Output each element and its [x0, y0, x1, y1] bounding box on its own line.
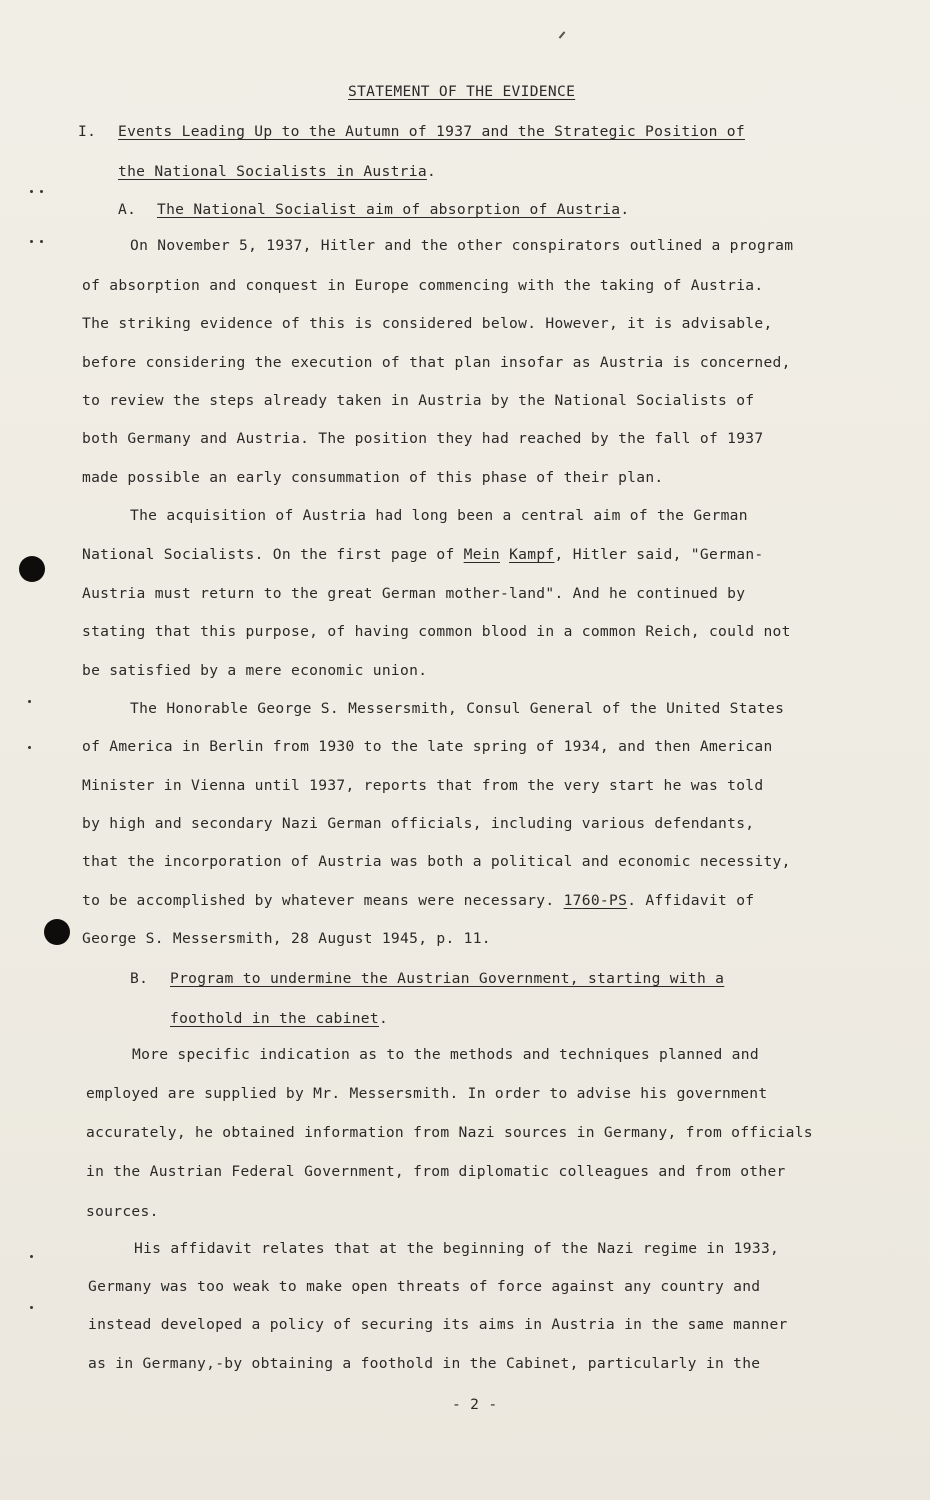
paragraph-line: made possible an early consummation of this phase of their plan.: [82, 469, 664, 486]
paragraph-line: instead developed a policy of securing its aims in Austria in the same manner: [88, 1316, 788, 1333]
paragraph-line: employed are supplied by Mr. Messersmith. In order to advise his government: [86, 1085, 768, 1102]
paragraph-line: both Germany and Austria. The position they had reached by the fall of 1937: [82, 430, 764, 447]
section-heading-line-1: Events Leading Up to the Autumn of 1937 and the Strategic Position of: [118, 123, 745, 140]
paragraph-line: to review the steps already taken in Austria by the National Socialists of: [82, 392, 755, 409]
paragraph-line: Austria must return to the great German mother-land". And he continued by: [82, 585, 746, 602]
paragraph-line: Minister in Vienna until 1937, reports that from the very start he was told: [82, 777, 764, 794]
margin-speck: [30, 190, 33, 193]
document-title: STATEMENT OF THE EVIDENCE: [348, 83, 576, 100]
paragraph-line: before considering the execution of that plan insofar as Austria is concerned,: [82, 354, 791, 371]
section-heading-line-2-end: .: [426, 163, 437, 180]
subsection-a-heading-text: The National Socialist aim of absorption of Austria: [157, 201, 621, 218]
subsection-a-heading-end: .: [620, 201, 630, 218]
paragraph-text: to be accomplished by whatever means were necessary.: [82, 892, 564, 909]
book-title-word: Kampf: [509, 546, 555, 563]
subsection-a-letter: A.: [118, 201, 137, 218]
subsection-b-letter: B.: [130, 970, 149, 987]
paragraph-line: The striking evidence of this is considered below. However, it is advisable,: [82, 315, 773, 332]
paragraph-line: stating that this purpose, of having common blood in a common Reich, could not: [82, 623, 791, 640]
paragraph-line: On November 5, 1937, Hitler and the other conspirators outlined a program: [130, 237, 794, 254]
paragraph-line: by high and secondary Nazi German officials, including various defendants,: [82, 815, 755, 832]
margin-speck: [28, 700, 31, 703]
section-heading-line-2: [118, 163, 436, 180]
paragraph-line: be satisfied by a mere economic union.: [82, 662, 428, 679]
paragraph-text: , Hitler said, "German-: [554, 546, 764, 563]
subsection-a-heading: [157, 201, 630, 218]
page-number: - 2 -: [452, 1396, 498, 1413]
paragraph-line: as in Germany,-by obtaining a foothold in the Cabinet, particularly in the: [88, 1355, 761, 1372]
paragraph-line: that the incorporation of Austria was both a political and economic necessity,: [82, 853, 791, 870]
subsection-b-heading-line-2: [170, 1010, 388, 1027]
margin-speck: [30, 1255, 33, 1258]
margin-speck: [30, 1306, 33, 1309]
paragraph-line: More specific indication as to the methods and techniques planned and: [132, 1046, 759, 1063]
paragraph-line-citation: [82, 892, 754, 909]
margin-speck: [28, 746, 31, 749]
paragraph-line: in the Austrian Federal Government, from diplomatic colleagues and from other: [86, 1163, 786, 1180]
paragraph-text: National Socialists. On the first page of: [82, 546, 464, 563]
exhibit-reference: 1760-PS: [563, 892, 628, 909]
paragraph-line: George S. Messersmith, 28 August 1945, p. 11.: [82, 930, 491, 947]
subsection-b-heading-text: foothold in the cabinet: [170, 1010, 379, 1027]
paragraph-line: The Honorable George S. Messersmith, Consul General of the United States: [130, 700, 785, 717]
binder-hole-top: [19, 556, 45, 582]
margin-speck: [40, 190, 43, 193]
paragraph-line: sources.: [86, 1203, 159, 1220]
margin-speck: [30, 240, 33, 243]
paragraph-line: accurately, he obtained information from Nazi sources in Germany, from officials: [86, 1124, 813, 1141]
paragraph-line: The acquisition of Austria had long been a central aim of the German: [130, 507, 748, 524]
section-heading-line-2-text: the National Socialists in Austria: [118, 163, 427, 180]
subsection-b-heading-line-1: Program to undermine the Austrian Government, starting with a: [170, 970, 725, 987]
binder-hole-bottom: [44, 919, 70, 945]
pencil-mark: [559, 31, 566, 38]
paragraph-line: His affidavit relates that at the beginning of the Nazi regime in 1933,: [134, 1240, 780, 1257]
subsection-b-heading-end: .: [378, 1010, 389, 1027]
paragraph-line: of America in Berlin from 1930 to the late spring of 1934, and then American: [82, 738, 773, 755]
margin-speck: [40, 240, 43, 243]
section-numeral: I.: [78, 123, 97, 140]
paragraph-line: of absorption and conquest in Europe commencing with the taking of Austria.: [82, 277, 764, 294]
paragraph-text: . Affidavit of: [627, 892, 755, 909]
book-title-word: Mein: [463, 546, 500, 563]
paragraph-line: Germany was too weak to make open threats of force against any country and: [88, 1278, 761, 1295]
paragraph-line-book-reference: [82, 546, 764, 563]
